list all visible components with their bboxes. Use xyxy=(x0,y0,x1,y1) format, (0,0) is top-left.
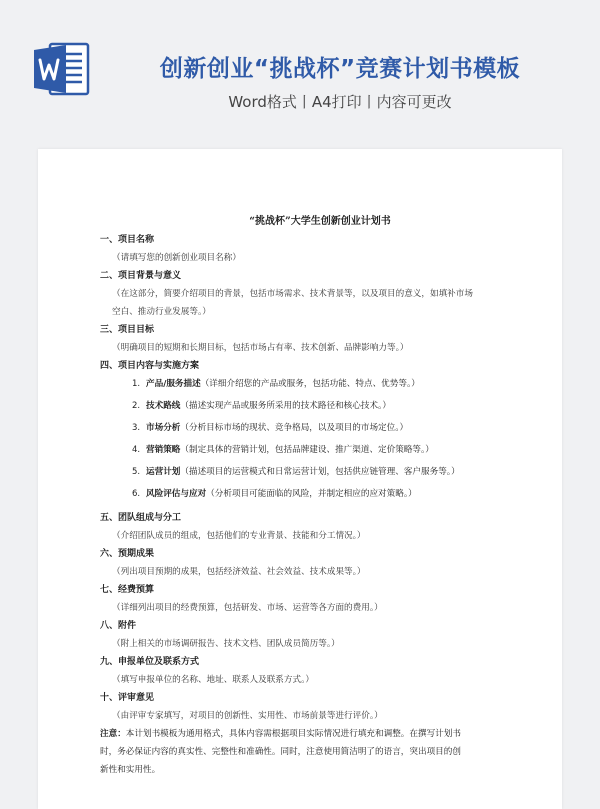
list-number: 2. xyxy=(132,401,141,411)
section-heading: 十、评审意见 xyxy=(100,693,155,703)
list-term: 产品/服务描述 xyxy=(146,379,201,389)
section-body: （附上相关的市场调研报告、技术文档、团队成员简历等。） xyxy=(112,639,340,649)
section-body: （填写申报单位的名称、地址、联系人及联系方式。） xyxy=(112,675,314,685)
list-desc: （描述项目的运营模式和日常运营计划，包括供应链管理、客户服务等。） xyxy=(180,467,460,477)
section-body: （列出项目预期的成果，包括经济效益、社会效益、技术成果等。） xyxy=(112,567,366,577)
section-heading: 八、附件 xyxy=(100,621,137,631)
list-term: 市场分析 xyxy=(146,423,181,433)
list-number: 6. xyxy=(132,489,141,499)
list-item xyxy=(100,400,391,412)
word-icon xyxy=(30,38,92,100)
list-item xyxy=(100,488,417,500)
section-heading: 三、项目目标 xyxy=(100,325,155,335)
list-item xyxy=(100,378,420,390)
section-heading: 一、项目名称 xyxy=(100,235,155,245)
section-heading: 九、申报单位及联系方式 xyxy=(100,657,200,667)
section-heading: 七、经费预算 xyxy=(100,585,155,595)
section-heading: 六、预期成果 xyxy=(100,549,155,559)
section-body: 空白、推动行业发展等。） xyxy=(112,307,211,317)
list-item xyxy=(100,444,434,456)
list-number: 4. xyxy=(132,445,141,455)
list-term: 技术路线 xyxy=(146,401,181,411)
section-heading: 二、项目背景与意义 xyxy=(100,271,182,281)
section-body: （在这部分，简要介绍项目的背景，包括市场需求、技术背景等，以及项目的意义，如填补市场 xyxy=(112,289,473,299)
list-term: 营销策略 xyxy=(146,445,181,455)
list-term: 运营计划 xyxy=(146,467,181,477)
note-line xyxy=(100,728,461,740)
page-subtitle: Word格式丨A4打印丨内容可更改 xyxy=(228,93,452,111)
list-desc: （详细介绍您的产品或服务，包括功能、特点、优势等。） xyxy=(200,379,420,389)
page-title: 创新创业“挑战杯”竞赛计划书模板 xyxy=(159,56,521,82)
list-term: 风险评估与应对 xyxy=(146,489,207,499)
list-number: 5. xyxy=(132,467,141,477)
section-heading: 四、项目内容与实施方案 xyxy=(100,361,200,371)
list-item xyxy=(100,466,460,478)
note-line: 新性和实用性。 xyxy=(100,765,161,775)
section-body: （请填写您的创新创业项目名称） xyxy=(112,253,241,263)
note-label: 注意： xyxy=(100,729,126,739)
note-text: 本计划书模板为通用格式，具体内容需根据项目实际情况进行填充和调整。在撰写计划书 xyxy=(125,729,461,739)
note-line: 时，务必保证内容的真实性、完整性和准确性。同时，注意使用简洁明了的语言，突出项目的创 xyxy=(100,747,461,757)
list-item xyxy=(100,422,408,434)
section-body: （明确项目的短期和长期目标，包括市场占有率、技术创新、品牌影响力等。） xyxy=(112,343,409,353)
list-desc: （分析项目可能面临的风险，并制定相应的应对策略。） xyxy=(206,489,417,499)
list-desc: （描述实现产品或服务所采用的技术路径和核心技术。） xyxy=(180,401,391,411)
list-number: 3. xyxy=(132,423,141,433)
section-body: （详细列出项目的经费预算，包括研发、市场、运营等各方面的费用。） xyxy=(112,603,383,613)
document-page xyxy=(38,149,562,809)
section-body: （由评审专家填写，对项目的创新性、实用性、市场前景等进行评价。） xyxy=(112,711,383,721)
section-heading: 五、团队组成与分工 xyxy=(100,513,182,523)
list-number: 1. xyxy=(132,379,141,389)
section-body: （介绍团队成员的组成，包括他们的专业背景、技能和分工情况。） xyxy=(112,531,366,541)
page-header xyxy=(0,0,600,140)
list-desc: （制定具体的营销计划，包括品牌建设、推广渠道、定价策略等。） xyxy=(180,445,434,455)
document-title: “挑战杯”大学生创新创业计划书 xyxy=(249,216,391,227)
list-desc: （分析目标市场的现状、竞争格局，以及项目的市场定位。） xyxy=(180,423,409,433)
